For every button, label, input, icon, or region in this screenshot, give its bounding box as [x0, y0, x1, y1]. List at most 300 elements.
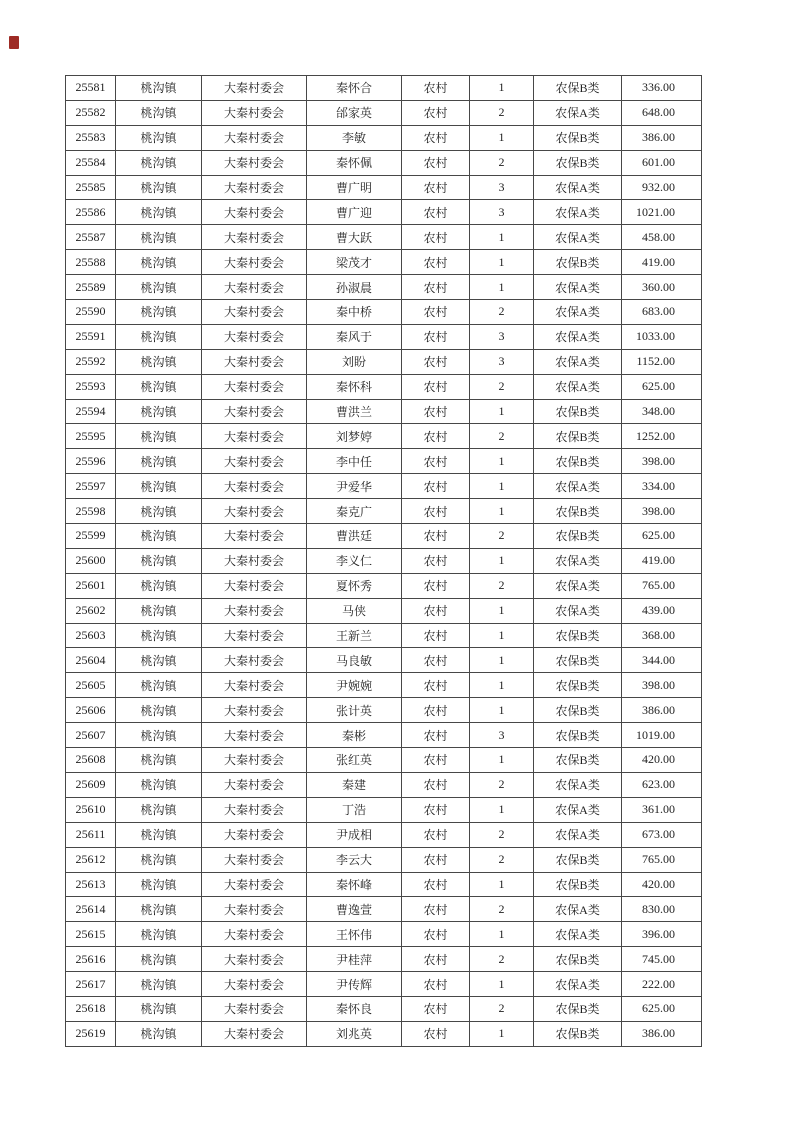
cell-village: 大秦村委会: [202, 947, 307, 972]
cell-town: 桃沟镇: [116, 598, 202, 623]
cell-amount: 386.00: [622, 125, 702, 150]
cell-town: 桃沟镇: [116, 125, 202, 150]
cell-id: 25619: [66, 1021, 116, 1046]
cell-id: 25597: [66, 474, 116, 499]
cell-id: 25604: [66, 648, 116, 673]
cell-name: 刘盼: [307, 349, 402, 374]
cell-type: 农村: [402, 175, 470, 200]
cell-category: 农保B类: [534, 623, 622, 648]
cell-village: 大秦村委会: [202, 996, 307, 1021]
cell-town: 桃沟镇: [116, 275, 202, 300]
cell-type: 农村: [402, 349, 470, 374]
cell-amount: 360.00: [622, 275, 702, 300]
cell-name: 孙淑晨: [307, 275, 402, 300]
cell-count: 1: [470, 623, 534, 648]
cell-id: 25611: [66, 822, 116, 847]
cell-category: 农保B类: [534, 748, 622, 773]
cell-village: 大秦村委会: [202, 573, 307, 598]
cell-town: 桃沟镇: [116, 76, 202, 101]
cell-category: 农保B类: [534, 524, 622, 549]
cell-id: 25602: [66, 598, 116, 623]
table-row: [66, 996, 702, 1021]
cell-village: 大秦村委会: [202, 698, 307, 723]
cell-name: 李敏: [307, 125, 402, 150]
cell-type: 农村: [402, 573, 470, 598]
cell-category: 农保B类: [534, 424, 622, 449]
cell-village: 大秦村委会: [202, 76, 307, 101]
cell-category: 农保A类: [534, 374, 622, 399]
cell-name: 马良敏: [307, 648, 402, 673]
cell-category: 农保A类: [534, 972, 622, 997]
cell-town: 桃沟镇: [116, 200, 202, 225]
cell-town: 桃沟镇: [116, 548, 202, 573]
cell-town: 桃沟镇: [116, 524, 202, 549]
cell-name: 秦风于: [307, 324, 402, 349]
table-row: [66, 200, 702, 225]
cell-category: 农保A类: [534, 548, 622, 573]
cell-amount: 1152.00: [622, 349, 702, 374]
cell-village: 大秦村委会: [202, 797, 307, 822]
cell-amount: 348.00: [622, 399, 702, 424]
cell-count: 2: [470, 772, 534, 797]
cell-village: 大秦村委会: [202, 897, 307, 922]
cell-village: 大秦村委会: [202, 673, 307, 698]
cell-category: 农保B类: [534, 648, 622, 673]
cell-type: 农村: [402, 275, 470, 300]
cell-category: 农保B类: [534, 1021, 622, 1046]
cell-amount: 398.00: [622, 673, 702, 698]
cell-type: 农村: [402, 76, 470, 101]
table-row: [66, 349, 702, 374]
table-row: [66, 698, 702, 723]
cell-category: 农保A类: [534, 275, 622, 300]
cell-type: 农村: [402, 822, 470, 847]
cell-type: 农村: [402, 324, 470, 349]
cell-amount: 683.00: [622, 300, 702, 325]
cell-town: 桃沟镇: [116, 399, 202, 424]
cell-id: 25600: [66, 548, 116, 573]
cell-count: 2: [470, 996, 534, 1021]
cell-id: 25596: [66, 449, 116, 474]
cell-type: 农村: [402, 872, 470, 897]
cell-town: 桃沟镇: [116, 772, 202, 797]
cell-type: 农村: [402, 125, 470, 150]
cell-id: 25613: [66, 872, 116, 897]
table-row: [66, 499, 702, 524]
cell-village: 大秦村委会: [202, 449, 307, 474]
cell-count: 1: [470, 648, 534, 673]
cell-amount: 336.00: [622, 76, 702, 101]
table-row: [66, 972, 702, 997]
cell-town: 桃沟镇: [116, 698, 202, 723]
cell-category: 农保A类: [534, 349, 622, 374]
table-row: [66, 598, 702, 623]
page-corner-mark: [9, 36, 19, 49]
cell-village: 大秦村委会: [202, 324, 307, 349]
cell-village: 大秦村委会: [202, 100, 307, 125]
cell-town: 桃沟镇: [116, 324, 202, 349]
cell-count: 2: [470, 847, 534, 872]
cell-name: 邰家英: [307, 100, 402, 125]
cell-type: 农村: [402, 200, 470, 225]
cell-type: 农村: [402, 996, 470, 1021]
cell-type: 农村: [402, 847, 470, 872]
cell-id: 25614: [66, 897, 116, 922]
cell-count: 1: [470, 797, 534, 822]
cell-name: 秦怀良: [307, 996, 402, 1021]
cell-id: 25595: [66, 424, 116, 449]
cell-category: 农保A类: [534, 474, 622, 499]
cell-village: 大秦村委会: [202, 399, 307, 424]
cell-town: 桃沟镇: [116, 748, 202, 773]
cell-category: 农保A类: [534, 300, 622, 325]
cell-category: 农保B类: [534, 150, 622, 175]
cell-village: 大秦村委会: [202, 499, 307, 524]
cell-name: 尹成相: [307, 822, 402, 847]
cell-name: 秦怀峰: [307, 872, 402, 897]
cell-category: 农保A类: [534, 922, 622, 947]
cell-name: 尹婉婉: [307, 673, 402, 698]
cell-category: 农保B类: [534, 847, 622, 872]
cell-count: 2: [470, 897, 534, 922]
cell-amount: 419.00: [622, 548, 702, 573]
cell-village: 大秦村委会: [202, 548, 307, 573]
cell-village: 大秦村委会: [202, 200, 307, 225]
cell-type: 农村: [402, 947, 470, 972]
cell-name: 李中任: [307, 449, 402, 474]
cell-village: 大秦村委会: [202, 175, 307, 200]
cell-town: 桃沟镇: [116, 797, 202, 822]
cell-name: 马侠: [307, 598, 402, 623]
cell-village: 大秦村委会: [202, 300, 307, 325]
cell-town: 桃沟镇: [116, 623, 202, 648]
cell-count: 1: [470, 499, 534, 524]
cell-count: 1: [470, 399, 534, 424]
cell-amount: 386.00: [622, 698, 702, 723]
cell-id: 25586: [66, 200, 116, 225]
cell-type: 农村: [402, 100, 470, 125]
cell-amount: 334.00: [622, 474, 702, 499]
cell-id: 25587: [66, 225, 116, 250]
cell-type: 农村: [402, 374, 470, 399]
cell-id: 25609: [66, 772, 116, 797]
cell-type: 农村: [402, 698, 470, 723]
cell-village: 大秦村委会: [202, 847, 307, 872]
cell-category: 农保B类: [534, 499, 622, 524]
cell-type: 农村: [402, 797, 470, 822]
cell-count: 3: [470, 175, 534, 200]
cell-amount: 625.00: [622, 996, 702, 1021]
cell-town: 桃沟镇: [116, 822, 202, 847]
cell-amount: 830.00: [622, 897, 702, 922]
cell-name: 夏怀秀: [307, 573, 402, 598]
cell-type: 农村: [402, 1021, 470, 1046]
cell-category: 农保B类: [534, 947, 622, 972]
table-row: [66, 748, 702, 773]
table-row: [66, 573, 702, 598]
cell-name: 秦中桥: [307, 300, 402, 325]
cell-type: 农村: [402, 399, 470, 424]
cell-village: 大秦村委会: [202, 349, 307, 374]
table-row: [66, 524, 702, 549]
cell-type: 农村: [402, 772, 470, 797]
cell-type: 农村: [402, 648, 470, 673]
table-row: [66, 872, 702, 897]
cell-amount: 1033.00: [622, 324, 702, 349]
table-row: [66, 399, 702, 424]
table-row: [66, 175, 702, 200]
cell-amount: 648.00: [622, 100, 702, 125]
cell-type: 农村: [402, 623, 470, 648]
cell-id: 25583: [66, 125, 116, 150]
cell-category: 农保B类: [534, 125, 622, 150]
cell-count: 2: [470, 524, 534, 549]
cell-town: 桃沟镇: [116, 150, 202, 175]
cell-name: 秦克广: [307, 499, 402, 524]
cell-count: 2: [470, 374, 534, 399]
cell-town: 桃沟镇: [116, 947, 202, 972]
cell-town: 桃沟镇: [116, 897, 202, 922]
cell-town: 桃沟镇: [116, 100, 202, 125]
cell-amount: 932.00: [622, 175, 702, 200]
cell-name: 尹传辉: [307, 972, 402, 997]
cell-amount: 1019.00: [622, 723, 702, 748]
table-row: [66, 225, 702, 250]
cell-id: 25618: [66, 996, 116, 1021]
cell-count: 1: [470, 922, 534, 947]
table-row: [66, 474, 702, 499]
cell-amount: 398.00: [622, 449, 702, 474]
cell-town: 桃沟镇: [116, 474, 202, 499]
cell-name: 曹广明: [307, 175, 402, 200]
cell-category: 农保B类: [534, 996, 622, 1021]
cell-id: 25601: [66, 573, 116, 598]
table-row: [66, 449, 702, 474]
table-row: [66, 548, 702, 573]
table-row: [66, 623, 702, 648]
table-row: [66, 76, 702, 101]
cell-category: 农保A类: [534, 324, 622, 349]
table-row: [66, 922, 702, 947]
cell-type: 农村: [402, 972, 470, 997]
cell-category: 农保B类: [534, 76, 622, 101]
cell-village: 大秦村委会: [202, 275, 307, 300]
cell-type: 农村: [402, 598, 470, 623]
cell-village: 大秦村委会: [202, 125, 307, 150]
table-row: [66, 673, 702, 698]
table-row: [66, 275, 702, 300]
cell-count: 2: [470, 822, 534, 847]
cell-village: 大秦村委会: [202, 250, 307, 275]
cell-amount: 222.00: [622, 972, 702, 997]
cell-amount: 625.00: [622, 524, 702, 549]
cell-category: 农保B类: [534, 250, 622, 275]
cell-name: 李义仁: [307, 548, 402, 573]
cell-id: 25585: [66, 175, 116, 200]
cell-id: 25610: [66, 797, 116, 822]
cell-town: 桃沟镇: [116, 872, 202, 897]
cell-count: 2: [470, 100, 534, 125]
table-row: [66, 300, 702, 325]
cell-type: 农村: [402, 723, 470, 748]
cell-category: 农保A类: [534, 100, 622, 125]
table-row: [66, 847, 702, 872]
table-row: [66, 100, 702, 125]
cell-town: 桃沟镇: [116, 723, 202, 748]
cell-category: 农保A类: [534, 598, 622, 623]
cell-category: 农保A类: [534, 200, 622, 225]
cell-village: 大秦村委会: [202, 1021, 307, 1046]
cell-amount: 601.00: [622, 150, 702, 175]
cell-name: 李云大: [307, 847, 402, 872]
cell-town: 桃沟镇: [116, 996, 202, 1021]
cell-village: 大秦村委会: [202, 598, 307, 623]
cell-category: 农保B类: [534, 449, 622, 474]
cell-id: 25608: [66, 748, 116, 773]
cell-type: 农村: [402, 922, 470, 947]
cell-amount: 368.00: [622, 623, 702, 648]
cell-town: 桃沟镇: [116, 300, 202, 325]
cell-village: 大秦村委会: [202, 374, 307, 399]
cell-count: 1: [470, 275, 534, 300]
cell-village: 大秦村委会: [202, 922, 307, 947]
cell-name: 张红英: [307, 748, 402, 773]
cell-count: 1: [470, 548, 534, 573]
table-row: [66, 1021, 702, 1046]
cell-id: 25594: [66, 399, 116, 424]
cell-id: 25581: [66, 76, 116, 101]
cell-id: 25607: [66, 723, 116, 748]
cell-count: 2: [470, 573, 534, 598]
table-row: [66, 250, 702, 275]
cell-village: 大秦村委会: [202, 822, 307, 847]
cell-type: 农村: [402, 548, 470, 573]
cell-type: 农村: [402, 250, 470, 275]
cell-id: 25584: [66, 150, 116, 175]
cell-id: 25603: [66, 623, 116, 648]
cell-name: 秦建: [307, 772, 402, 797]
cell-name: 曹洪廷: [307, 524, 402, 549]
cell-count: 1: [470, 474, 534, 499]
table-row: [66, 125, 702, 150]
cell-amount: 420.00: [622, 872, 702, 897]
cell-town: 桃沟镇: [116, 847, 202, 872]
cell-town: 桃沟镇: [116, 573, 202, 598]
cell-village: 大秦村委会: [202, 772, 307, 797]
cell-type: 农村: [402, 673, 470, 698]
cell-id: 25605: [66, 673, 116, 698]
cell-id: 25591: [66, 324, 116, 349]
cell-village: 大秦村委会: [202, 872, 307, 897]
cell-town: 桃沟镇: [116, 499, 202, 524]
cell-name: 秦怀合: [307, 76, 402, 101]
cell-name: 王新兰: [307, 623, 402, 648]
cell-count: 2: [470, 947, 534, 972]
cell-id: 25606: [66, 698, 116, 723]
table-row: [66, 374, 702, 399]
cell-village: 大秦村委会: [202, 623, 307, 648]
cell-village: 大秦村委会: [202, 150, 307, 175]
cell-id: 25582: [66, 100, 116, 125]
cell-count: 2: [470, 150, 534, 175]
cell-town: 桃沟镇: [116, 1021, 202, 1046]
cell-type: 农村: [402, 524, 470, 549]
cell-type: 农村: [402, 499, 470, 524]
cell-amount: 458.00: [622, 225, 702, 250]
cell-amount: 420.00: [622, 748, 702, 773]
cell-amount: 765.00: [622, 847, 702, 872]
cell-category: 农保B类: [534, 399, 622, 424]
cell-count: 2: [470, 424, 534, 449]
cell-name: 曹广迎: [307, 200, 402, 225]
cell-id: 25588: [66, 250, 116, 275]
cell-town: 桃沟镇: [116, 922, 202, 947]
table-row: [66, 797, 702, 822]
cell-amount: 625.00: [622, 374, 702, 399]
cell-id: 25616: [66, 947, 116, 972]
cell-category: 农保A类: [534, 772, 622, 797]
cell-town: 桃沟镇: [116, 972, 202, 997]
cell-type: 农村: [402, 150, 470, 175]
table-row: [66, 150, 702, 175]
cell-count: 1: [470, 125, 534, 150]
cell-count: 1: [470, 250, 534, 275]
cell-count: 1: [470, 972, 534, 997]
cell-name: 王怀伟: [307, 922, 402, 947]
cell-name: 尹爱华: [307, 474, 402, 499]
cell-count: 3: [470, 200, 534, 225]
cell-name: 刘梦婷: [307, 424, 402, 449]
cell-count: 3: [470, 324, 534, 349]
cell-village: 大秦村委会: [202, 225, 307, 250]
cell-type: 农村: [402, 449, 470, 474]
cell-name: 曹大跃: [307, 225, 402, 250]
cell-category: 农保B类: [534, 673, 622, 698]
table-row: [66, 324, 702, 349]
cell-amount: 765.00: [622, 573, 702, 598]
cell-name: 张计英: [307, 698, 402, 723]
cell-village: 大秦村委会: [202, 723, 307, 748]
cell-category: 农保A类: [534, 822, 622, 847]
cell-type: 农村: [402, 474, 470, 499]
data-table: [65, 75, 702, 1047]
cell-amount: 623.00: [622, 772, 702, 797]
cell-name: 秦彬: [307, 723, 402, 748]
cell-name: 刘兆英: [307, 1021, 402, 1046]
cell-category: 农保A类: [534, 175, 622, 200]
table-row: [66, 648, 702, 673]
cell-id: 25593: [66, 374, 116, 399]
table-row: [66, 424, 702, 449]
cell-category: 农保B类: [534, 723, 622, 748]
cell-amount: 396.00: [622, 922, 702, 947]
cell-amount: 419.00: [622, 250, 702, 275]
cell-id: 25617: [66, 972, 116, 997]
cell-count: 1: [470, 673, 534, 698]
cell-category: 农保A类: [534, 897, 622, 922]
cell-amount: 386.00: [622, 1021, 702, 1046]
cell-type: 农村: [402, 300, 470, 325]
cell-id: 25592: [66, 349, 116, 374]
cell-name: 梁茂才: [307, 250, 402, 275]
cell-category: 农保A类: [534, 225, 622, 250]
cell-amount: 1021.00: [622, 200, 702, 225]
cell-town: 桃沟镇: [116, 349, 202, 374]
cell-count: 1: [470, 449, 534, 474]
cell-count: 1: [470, 598, 534, 623]
cell-amount: 361.00: [622, 797, 702, 822]
cell-type: 农村: [402, 897, 470, 922]
